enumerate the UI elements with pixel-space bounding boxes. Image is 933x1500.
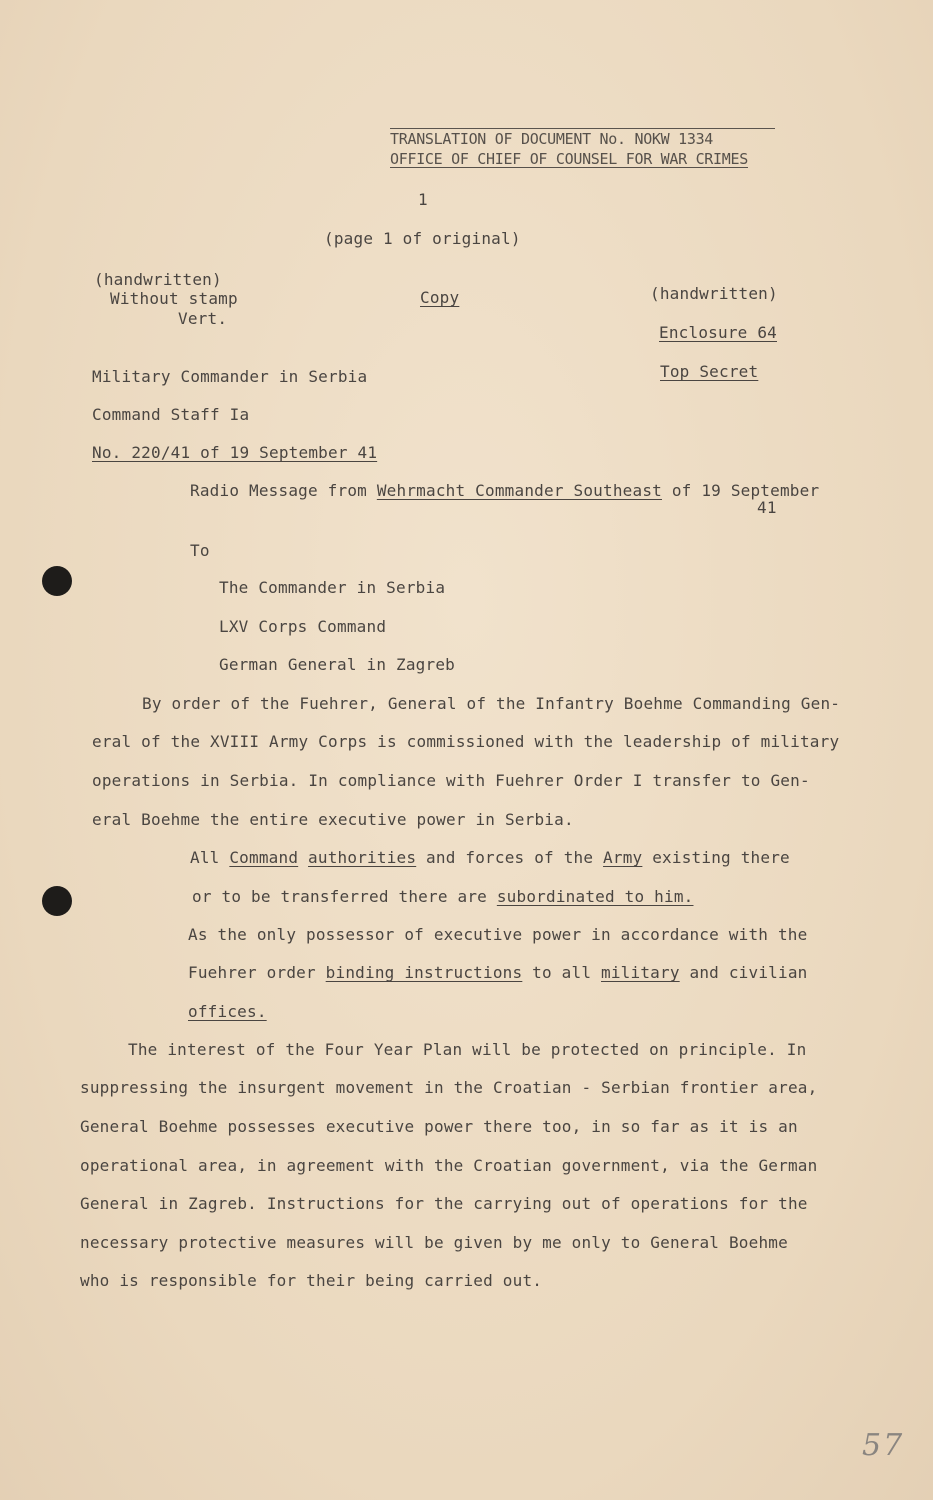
para3-line: General in Zagreb. Instructions for the carrying out of operations for the: [80, 1194, 808, 1213]
para1-line: By order of the Fuehrer, General of the Infantry Boehme Commanding Gen-: [142, 694, 841, 713]
classification-label: Top Secret: [660, 362, 759, 381]
para2-text: and civilian: [679, 963, 808, 982]
left-note-vert: Vert.: [178, 309, 228, 328]
para2-text: All: [190, 848, 230, 867]
para2-line: [190, 848, 790, 868]
translation-header: [390, 128, 780, 169]
para2-underlined: binding instructions: [325, 963, 523, 982]
para2-underlined: military: [601, 963, 680, 982]
recipient: The Commander in Serbia: [219, 578, 446, 597]
para3-line: necessary protective measures will be given by me only to General Boehme: [80, 1233, 788, 1252]
para2-line: offices.: [188, 1002, 267, 1021]
para2-line: [192, 887, 693, 907]
right-note-handwritten: (handwritten): [650, 284, 778, 303]
para1-line: eral Boehme the entire executive power in Serbia.: [92, 810, 574, 829]
para2-text: or to be transferred there are: [192, 887, 497, 906]
sender-staff: Command Staff Ia: [92, 405, 250, 424]
para2-underlined: Command: [229, 848, 299, 867]
header-line-2: OFFICE OF CHIEF OF COUNSEL FOR WAR CRIMES: [390, 150, 748, 168]
para3-line: operational area, in agreement with the Croatian government, via the German: [80, 1156, 818, 1175]
left-note-handwritten: (handwritten): [94, 270, 222, 289]
radio-suffix: of 19 September: [661, 481, 820, 500]
para2-text: to all: [522, 963, 601, 982]
page-note: (page 1 of original): [324, 229, 521, 248]
punch-hole: [42, 886, 72, 916]
radio-prefix: Radio Message from: [190, 481, 377, 500]
para2-text: [298, 848, 308, 867]
punch-hole: [42, 566, 72, 596]
radio-year: 41: [757, 498, 777, 517]
radio-message-line: [190, 481, 819, 501]
para2-underlined: Army: [603, 848, 643, 867]
recipient: German General in Zagreb: [219, 655, 455, 674]
para2-text: Fuehrer order: [188, 963, 326, 982]
left-note-without-stamp: Without stamp: [110, 289, 238, 308]
para2-line: As the only possessor of executive power in accordance with the: [188, 925, 808, 944]
radio-from: Wehrmacht Commander Southeast: [376, 481, 662, 500]
para3-line: The interest of the Four Year Plan will be protected on principle. In: [128, 1040, 807, 1059]
enclosure-label: Enclosure 64: [659, 323, 777, 342]
para2-text: existing there: [642, 848, 790, 867]
copy-label: Copy: [420, 288, 460, 307]
handwritten-page-mark: 57: [862, 1428, 905, 1463]
para1-line: eral of the XVIII Army Corps is commissioned with the leadership of military: [92, 732, 840, 751]
para1-line: operations in Serbia. In compliance with Fuehrer Order I transfer to Gen-: [92, 771, 810, 790]
page-number: 1: [418, 190, 428, 209]
recipient: LXV Corps Command: [219, 617, 387, 636]
to-label: To: [190, 541, 210, 560]
header-line-1: TRANSLATION OF DOCUMENT No. NOKW 1334: [390, 130, 714, 148]
sender-number: No. 220/41 of 19 September 41: [92, 443, 378, 462]
para2-text: and forces of the: [416, 848, 604, 867]
para2-underlined: authorities: [308, 848, 417, 867]
para3-line: who is responsible for their being carried out.: [80, 1271, 543, 1290]
para2-line: [188, 963, 808, 983]
sender-commander: Military Commander in Serbia: [92, 367, 368, 386]
para3-line: General Boehme possesses executive power there too, in so far as it is an: [80, 1117, 798, 1136]
para2-underlined: subordinated to him.: [496, 887, 694, 906]
para3-line: suppressing the insurgent movement in the Croatian - Serbian frontier area,: [80, 1078, 818, 1097]
